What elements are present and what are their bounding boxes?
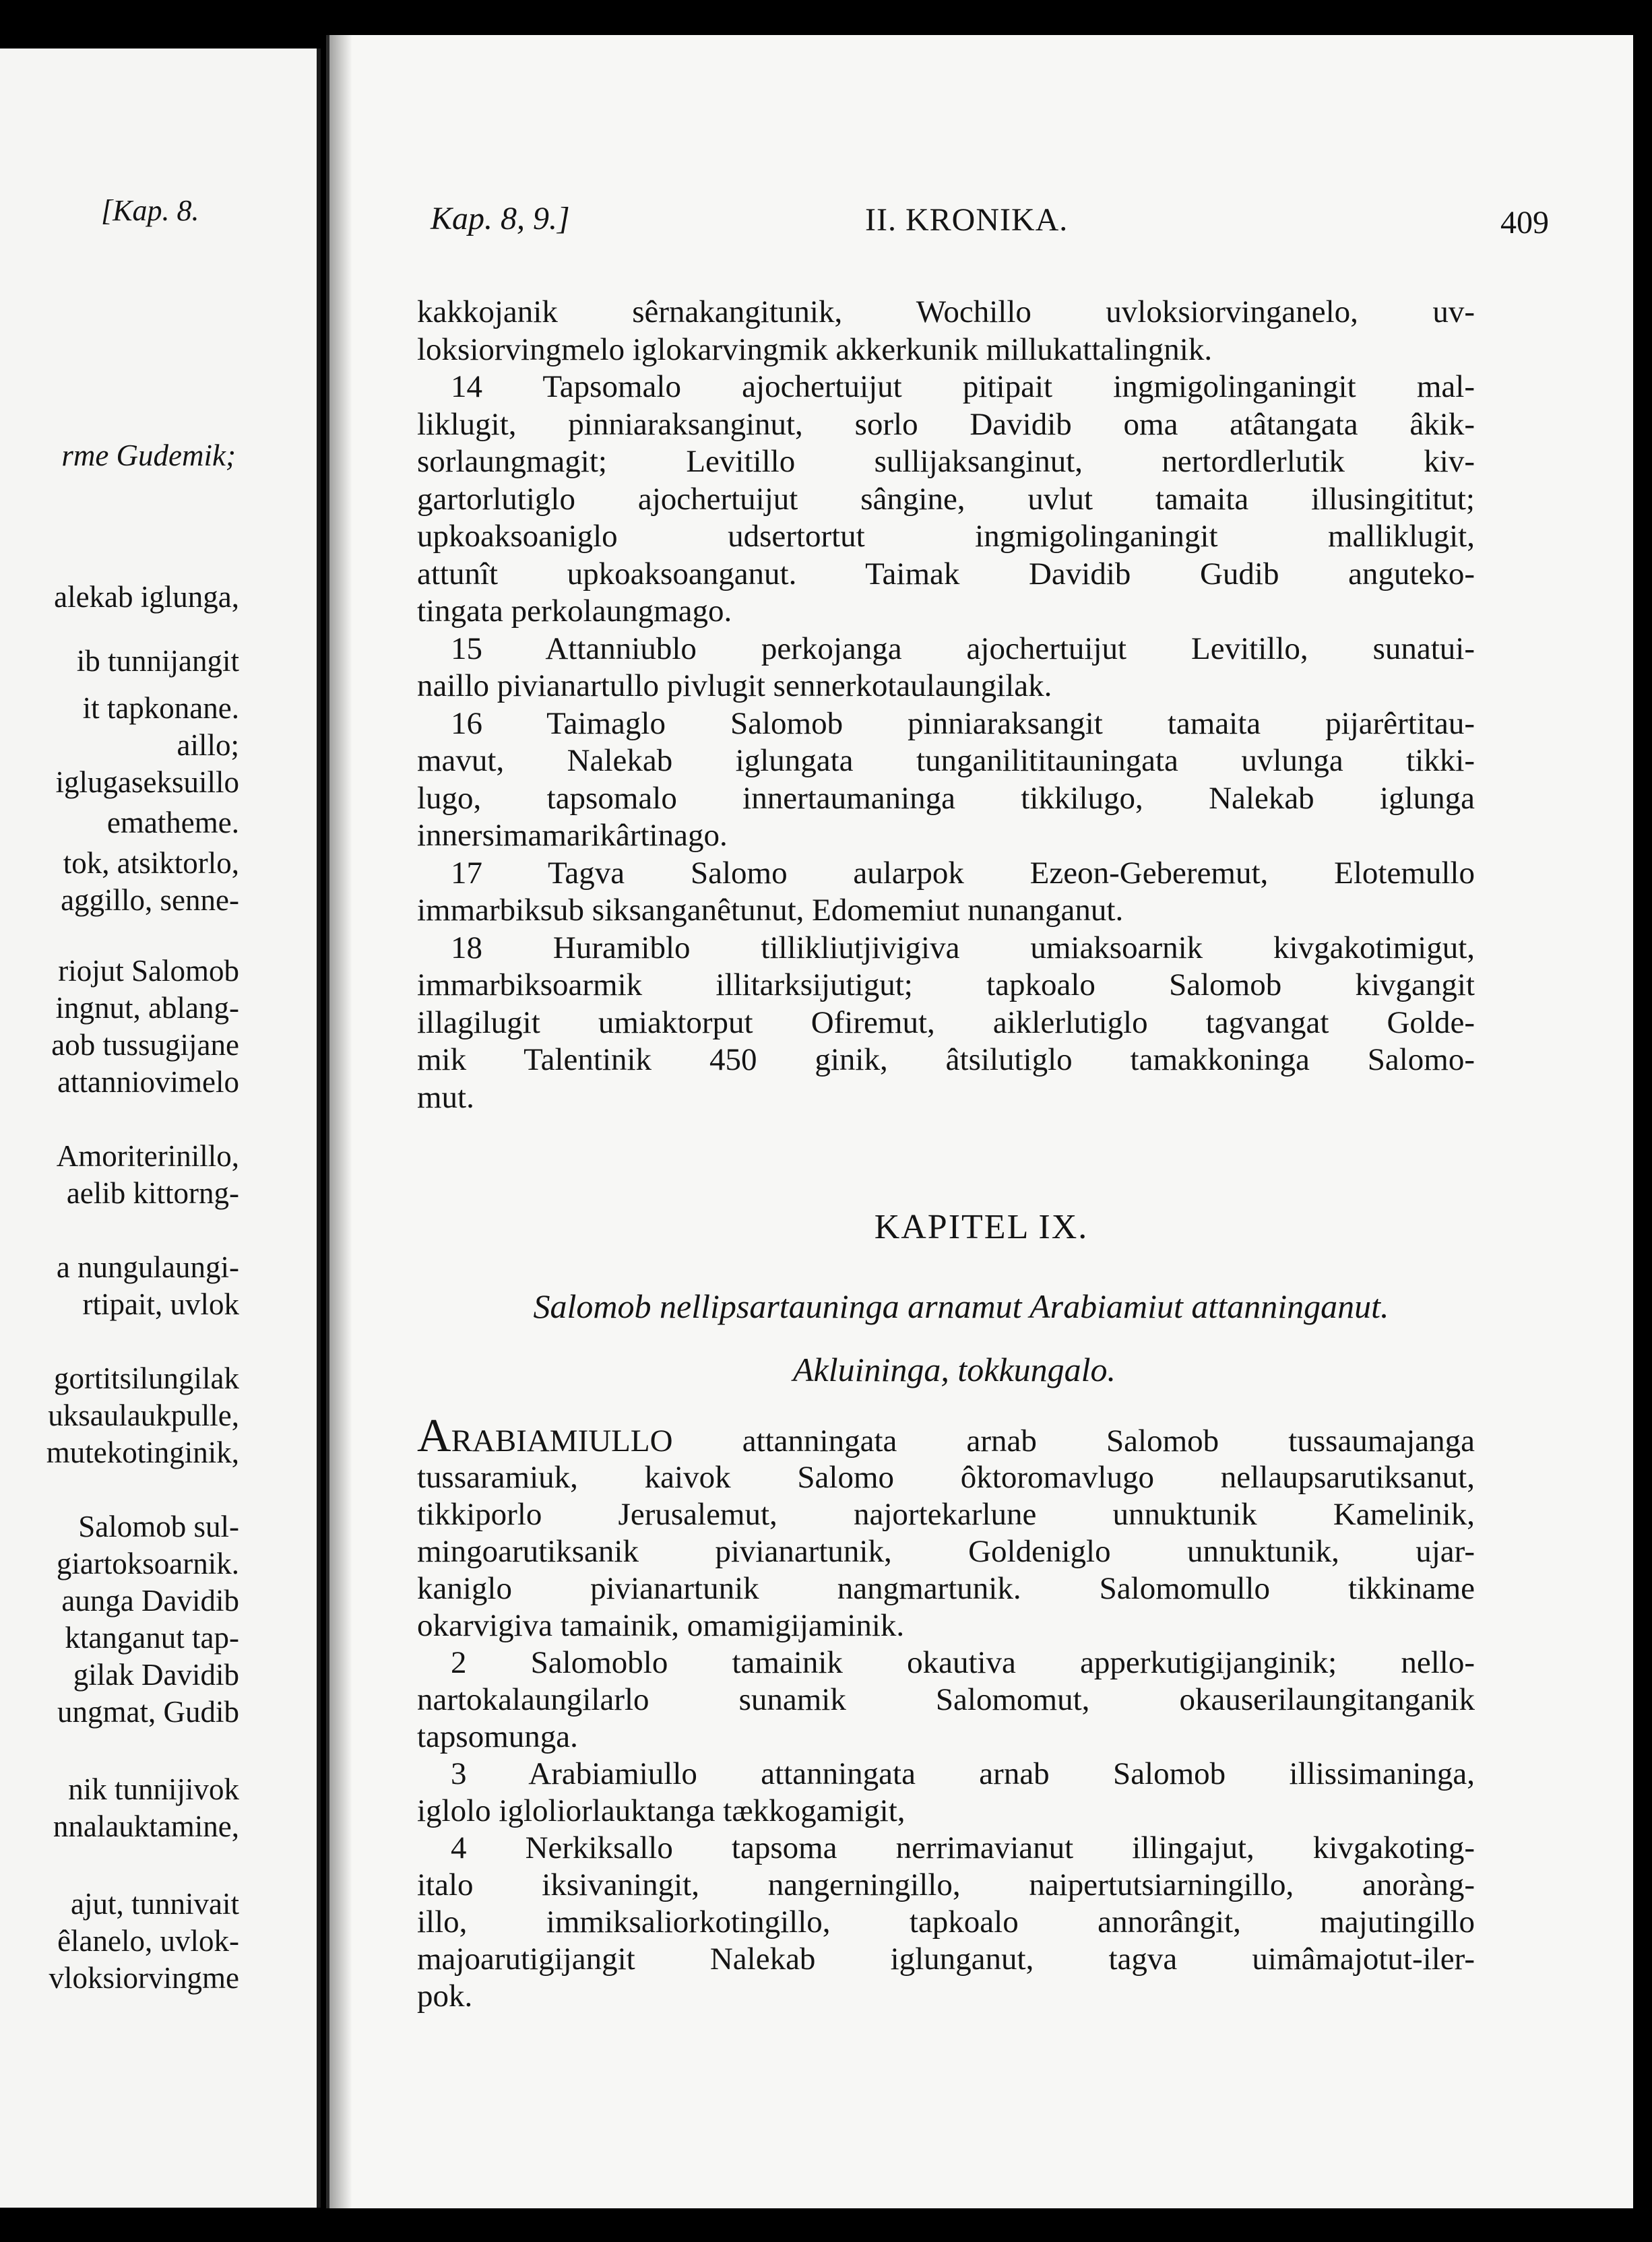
left-page-line: riojut Salomob xyxy=(58,954,239,988)
text-line: 3 Arabiamiullo attanningata arnab Salomob illissimaninga, xyxy=(451,1758,1475,1791)
text-line: immarbiksoarmik illitarksijutigut; tapkoalo Salomob kivgangit xyxy=(417,969,1475,1002)
text-line: gartorlutiglo ajochertuijut sângine, uvlut tamaita illusingititut; xyxy=(417,483,1475,517)
text-line: tingata perkolaungmago. xyxy=(417,596,732,629)
text-line: 15 Attanniublo perkojanga ajochertuijut Levitillo, sunatui- xyxy=(451,633,1475,666)
text-line: 17 Tagva Salomo aularpok Ezeon-Geberemut, Elotemullo xyxy=(451,857,1475,891)
left-page-line: iglugaseksuillo xyxy=(55,765,239,799)
left-page-line: ib tunnijangit xyxy=(76,644,239,678)
text-line: lugo, tapsomalo innertaumaninga tikkilugo, Nalekab iglunga xyxy=(417,782,1475,816)
text-line: attunît upkoaksoanganut. Taimak Davidib Gudib anguteko- xyxy=(417,558,1475,591)
left-page-line: aunga Davidib xyxy=(61,1584,239,1618)
text-line: sorlaungmagit; Levitillo sullijaksanginut, nertordlerlutik kiv- xyxy=(417,446,1475,479)
left-page-header: [Kap. 8. xyxy=(101,194,199,227)
left-page-line: rtipait, uvlok xyxy=(82,1287,239,1321)
left-page-line: aggillo, senne- xyxy=(61,883,239,917)
left-page-line: gortitsilungilak xyxy=(54,1362,239,1395)
running-head xyxy=(431,200,1593,247)
text-line: 16 Taimaglo Salomob pinniaraksangit tamaita pijarêrtitau- xyxy=(451,707,1475,741)
text-line: 2 Salomoblo tamainik okautiva apperkutigijanginik; nello- xyxy=(451,1647,1475,1680)
left-page-line: it tapkonane. xyxy=(82,691,239,725)
first-line xyxy=(417,1413,1475,1460)
text-line: immarbiksub siksanganêtunut, Edomemiut nunanganut. xyxy=(417,895,1124,928)
chapter-summary-line-1: Salomob nellipsartauninga arnamut Arabiamiut attanninganut. xyxy=(533,1287,1389,1325)
text-line: 4 Nerkiksallo tapsoma nerrimavianut illingajut, kivgakoting- xyxy=(451,1832,1475,1865)
text-line: loksiorvingmelo iglokarvingmik akkerkunik millukattalingnik. xyxy=(417,333,1213,367)
left-page xyxy=(0,49,321,2208)
text-line: 14 Tapsomalo ajochertuijut pitipait ingmigolinganingit mal- xyxy=(451,371,1475,404)
left-page-line: vloksiorvingme xyxy=(49,1961,239,1995)
text-line: okarvigiva tamainik, omamigijaminik. xyxy=(417,1610,905,1643)
text-line: illo, immiksaliorkotingillo, tapkoalo annorângit, majutingillo xyxy=(417,1907,1475,1940)
left-page-line: ktanganut tap- xyxy=(65,1621,239,1655)
left-page-line: a nungulaungi- xyxy=(56,1250,239,1284)
text-line: mut. xyxy=(417,1081,474,1115)
text-line: kaniglo pivianartunik nangmartunik. Salomomullo tikkiname xyxy=(417,1573,1475,1606)
right-page xyxy=(326,35,1633,2208)
left-page-line: aelib kittorng- xyxy=(66,1176,239,1210)
text-line: kakkojanik sêrnakangitunik, Wochillo uvloksiorvinganelo, uv- xyxy=(417,296,1475,329)
left-page-line: rme Gudemik; xyxy=(61,439,236,472)
left-page-line: ematheme. xyxy=(106,806,239,839)
chapter-summary-line-2: Akluininga, tokkungalo. xyxy=(792,1351,1116,1388)
left-page-line: uksaulaukpulle, xyxy=(48,1399,239,1432)
first-line-rest: attanningata arnab Salomob tussaumajanga xyxy=(742,1423,1475,1459)
left-page-line: Amoriterinillo, xyxy=(56,1139,239,1173)
text-line: liklugit, pinniaraksanginut, sorlo Davidib oma atâtangata âkik- xyxy=(417,408,1475,442)
text-line: pok. xyxy=(417,1981,473,2014)
text-line: majoarutigijangit Nalekab iglunganut, tagva uimâmajotut-iler- xyxy=(417,1944,1475,1977)
drop-cap: A xyxy=(417,1413,451,1460)
left-page-line: êlanelo, uvlok- xyxy=(57,1924,239,1958)
first-word: RABIAMIULLO xyxy=(451,1423,673,1459)
left-page-line: mutekotinginik, xyxy=(46,1436,239,1469)
left-page-line: aillo; xyxy=(177,728,239,762)
text-line: nartokalaungilarlo sunamik Salomomut, okauserilaungitanganik xyxy=(417,1684,1475,1717)
chapter-9-first-line xyxy=(417,1413,1475,1460)
chapter-title: KAPITEL IX. xyxy=(874,1208,1089,1246)
text-line: mingoarutiksanik pivianartunik, Goldeniglo unnuktunik, ujar- xyxy=(417,1536,1475,1569)
text-line: naillo pivianartullo pivlugit sennerkotaulaungilak. xyxy=(417,670,1052,703)
text-line: tussaramiuk, kaivok Salomo ôktoromavlugo nellaupsarutiksanut, xyxy=(417,1462,1475,1495)
left-page-line: gilak Davidib xyxy=(73,1658,239,1692)
left-page-line: alekab iglunga, xyxy=(54,580,239,614)
text-line: tikkiporlo Jerusalemut, najortekarlune unnuktunik Kamelinik, xyxy=(417,1499,1475,1532)
left-page-line: ajut, tunnivait xyxy=(71,1887,239,1921)
left-page-line: ungmat, Gudib xyxy=(57,1695,239,1729)
left-page-line: attanniovimelo xyxy=(57,1065,239,1099)
book-title: II. KRONIKA. xyxy=(865,202,1069,238)
left-page-line: ingnut, ablang- xyxy=(55,991,239,1025)
text-line: iglolo igloliorlauktanga tækkogamigit, xyxy=(417,1795,906,1828)
text-line: mik Talentinik 450 ginik, âtsilutiglo tamakkoninga Salomo- xyxy=(417,1044,1475,1077)
left-page-line: nnalauktamine, xyxy=(53,1809,239,1843)
left-page-line: giartoksoarnik. xyxy=(56,1547,239,1580)
text-line: mavut, Nalekab iglungata tunganilititauningata uvlunga tikki- xyxy=(417,745,1475,778)
left-page-line: tok, atsiktorlo, xyxy=(63,846,239,880)
left-page-line: nik tunnijivok xyxy=(68,1772,239,1806)
gutter-shadow xyxy=(329,35,352,2208)
text-line: 18 Huramiblo tillikliutjivigiva umiaksoarnik kivgakotimigut, xyxy=(451,932,1475,965)
left-page-line: aob tussugijane xyxy=(51,1028,239,1062)
text-line: upkoaksoaniglo udsertortut ingmigolinganingit malliklugit, xyxy=(417,521,1475,554)
chapter-reference: Kap. 8, 9.] xyxy=(431,201,570,236)
text-line: innersimamarikârtinago. xyxy=(417,820,728,853)
left-page-line: Salomob sul- xyxy=(78,1510,239,1543)
text-line: illagilugit umiaktorput Ofiremut, aiklerlutiglo tagvangat Golde- xyxy=(417,1006,1475,1040)
page-number: 409 xyxy=(1500,205,1549,241)
text-line: tapsomunga. xyxy=(417,1721,578,1754)
text-line: italo iksivaningit, nangerningillo, naipertutsiarningillo, anoràng- xyxy=(417,1869,1475,1902)
